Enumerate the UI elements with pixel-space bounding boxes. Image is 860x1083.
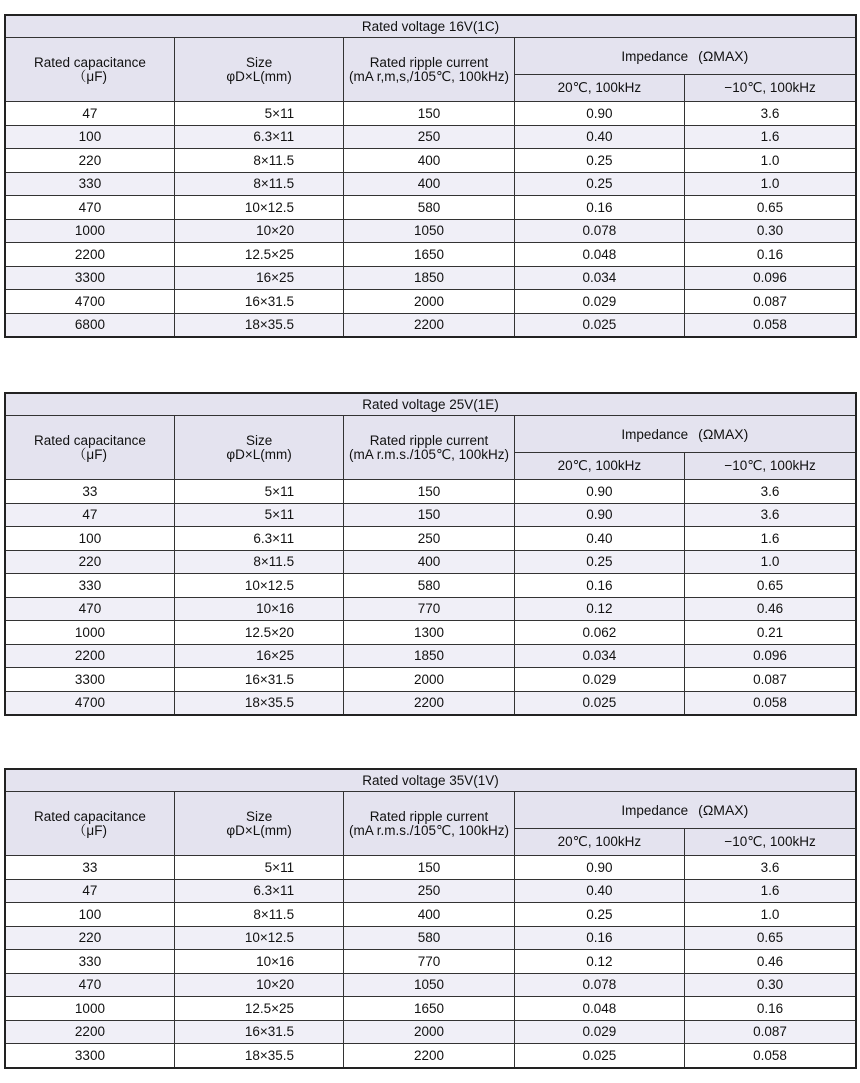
cell-impedance-20c: 0.029 — [514, 290, 684, 314]
header-ripple — [344, 38, 514, 102]
table-title-row — [5, 393, 856, 416]
cell-size — [174, 266, 343, 290]
cell-ripple: 1650 — [344, 997, 514, 1021]
cell-impedance-minus10c: 1.0 — [685, 903, 856, 927]
header-impedance-20c: 20℃, 100kHz — [514, 75, 684, 102]
header-capacitance — [5, 416, 174, 480]
cell-ripple: 1050 — [344, 973, 514, 997]
cell-ripple: 150 — [344, 102, 514, 126]
cell-size — [174, 1044, 343, 1068]
cell-capacitance: 330 — [5, 172, 174, 196]
size-value: 16×31.5 — [244, 1024, 295, 1039]
header-size — [174, 416, 343, 480]
table-row — [5, 313, 856, 337]
size-value: 18×35.5 — [244, 695, 295, 710]
size-value: 10×12.5 — [244, 930, 295, 945]
header-size — [174, 792, 343, 856]
cell-capacitance: 220 — [5, 926, 174, 950]
cell-size — [174, 550, 343, 574]
table-row — [5, 950, 856, 974]
cell-ripple: 250 — [344, 527, 514, 551]
size-value: 8×11.5 — [253, 906, 295, 922]
cell-ripple: 770 — [344, 597, 514, 621]
cell-ripple: 1850 — [344, 266, 514, 290]
cell-size — [174, 1020, 343, 1044]
cell-impedance-minus10c: 0.16 — [685, 243, 856, 267]
cell-size — [174, 503, 343, 527]
header-ripple-label: Rated ripple current — [369, 809, 489, 824]
header-ripple-unit: (mA r.m.s./105℃, 100kHz) — [348, 822, 509, 838]
cell-capacitance: 1000 — [5, 997, 174, 1021]
header-row — [5, 416, 856, 453]
header-ripple — [344, 416, 514, 480]
cell-capacitance: 4700 — [5, 691, 174, 715]
cell-impedance-minus10c: 1.0 — [685, 172, 856, 196]
table-title-row — [5, 769, 856, 792]
cell-size — [174, 480, 343, 504]
cell-size — [174, 149, 343, 173]
cell-impedance-minus10c: 3.6 — [685, 503, 856, 527]
header-capacitance-label: Rated capacitance — [34, 809, 146, 824]
cell-impedance-20c: 0.40 — [514, 527, 684, 551]
cell-impedance-20c: 0.16 — [514, 574, 684, 598]
rating-table-16v — [4, 14, 857, 338]
table-row — [5, 903, 856, 927]
size-value: 10×12.5 — [244, 199, 295, 215]
cell-size — [174, 950, 343, 974]
cell-size — [174, 856, 343, 880]
cell-size — [174, 243, 343, 267]
cell-impedance-20c: 0.025 — [514, 1044, 684, 1068]
cell-impedance-20c: 0.12 — [514, 597, 684, 621]
cell-size — [174, 903, 343, 927]
cell-capacitance: 220 — [5, 149, 174, 173]
cell-capacitance: 4700 — [5, 290, 174, 314]
table-title-row — [5, 15, 856, 38]
cell-ripple: 1850 — [344, 644, 514, 668]
rating-table-35v — [4, 768, 857, 1069]
cell-ripple: 2000 — [344, 290, 514, 314]
header-capacitance-label: Rated capacitance — [34, 433, 146, 448]
cell-impedance-minus10c: 0.087 — [685, 290, 856, 314]
header-impedance — [514, 416, 856, 453]
cell-ripple: 400 — [344, 903, 514, 927]
cell-capacitance: 1000 — [5, 621, 174, 645]
table-row — [5, 621, 856, 645]
header-row — [5, 792, 856, 829]
cell-capacitance: 6800 — [5, 313, 174, 337]
table-row — [5, 219, 856, 243]
header-capacitance — [5, 38, 174, 102]
cell-impedance-20c: 0.029 — [514, 1020, 684, 1044]
header-ripple-label: Rated ripple current — [369, 433, 489, 448]
header-size-unit: φD×L(mm) — [226, 68, 292, 84]
table-row — [5, 503, 856, 527]
cell-size — [174, 644, 343, 668]
table-row — [5, 102, 856, 126]
header-size — [174, 38, 343, 102]
header-impedance-20c: 20℃, 100kHz — [514, 453, 684, 480]
size-value: 10×20 — [256, 977, 295, 992]
cell-size — [174, 973, 343, 997]
size-value: 16×25 — [256, 270, 295, 285]
cell-impedance-20c: 0.025 — [514, 313, 684, 337]
cell-impedance-minus10c: 0.65 — [685, 574, 856, 598]
cell-impedance-minus10c: 0.16 — [685, 997, 856, 1021]
cell-impedance-20c: 0.078 — [514, 219, 684, 243]
header-size-label: Size — [245, 809, 273, 824]
table-row — [5, 480, 856, 504]
table-row — [5, 997, 856, 1021]
cell-impedance-minus10c: 0.30 — [685, 973, 856, 997]
cell-ripple: 580 — [344, 196, 514, 220]
header-capacitance-label: Rated capacitance — [34, 55, 146, 70]
table-row — [5, 527, 856, 551]
cell-impedance-minus10c: 0.30 — [685, 219, 856, 243]
size-value: 10×16 — [256, 601, 295, 616]
table-row — [5, 149, 856, 173]
cell-size — [174, 196, 343, 220]
size-value: 8×11.5 — [253, 554, 295, 569]
cell-ripple: 2000 — [344, 668, 514, 692]
cell-size — [174, 997, 343, 1021]
size-value: 6.3×11 — [253, 129, 295, 144]
cell-ripple: 250 — [344, 879, 514, 903]
cell-impedance-20c: 0.90 — [514, 856, 684, 880]
cell-capacitance: 2200 — [5, 1020, 174, 1044]
cell-capacitance: 3300 — [5, 266, 174, 290]
table-body — [5, 393, 856, 715]
cell-capacitance: 330 — [5, 950, 174, 974]
cell-capacitance: 47 — [5, 879, 174, 903]
cell-impedance-20c: 0.078 — [514, 973, 684, 997]
header-size-label: Size — [245, 433, 273, 448]
header-impedance-minus10c: −10℃, 100kHz — [685, 75, 856, 102]
cell-impedance-20c: 0.16 — [514, 196, 684, 220]
cell-capacitance: 470 — [5, 597, 174, 621]
table-row — [5, 879, 856, 903]
cell-size — [174, 597, 343, 621]
cell-ripple: 150 — [344, 503, 514, 527]
cell-ripple: 2200 — [344, 1044, 514, 1068]
header-impedance-label: Impedance — [621, 48, 689, 64]
header-capacitance-unit: （μF) — [72, 68, 107, 84]
size-value: 12.5×20 — [244, 624, 295, 640]
header-impedance-label: Impedance — [621, 802, 689, 818]
table-row — [5, 243, 856, 267]
cell-impedance-minus10c: 0.096 — [685, 266, 856, 290]
cell-capacitance: 33 — [5, 480, 174, 504]
cell-capacitance: 100 — [5, 527, 174, 551]
size-value: 18×35.5 — [244, 317, 295, 332]
cell-impedance-20c: 0.048 — [514, 243, 684, 267]
cell-impedance-20c: 0.40 — [514, 125, 684, 149]
cell-impedance-minus10c: 0.46 — [685, 597, 856, 621]
cell-impedance-minus10c: 1.6 — [685, 879, 856, 903]
cell-impedance-20c: 0.25 — [514, 149, 684, 173]
cell-capacitance: 100 — [5, 125, 174, 149]
table-body — [5, 769, 856, 1068]
table-row — [5, 290, 856, 314]
cell-ripple: 150 — [344, 856, 514, 880]
header-impedance-unit: (ΩMAX) — [698, 801, 749, 818]
cell-impedance-minus10c: 0.65 — [685, 926, 856, 950]
cell-impedance-20c: 0.034 — [514, 644, 684, 668]
cell-capacitance: 470 — [5, 196, 174, 220]
cell-impedance-minus10c: 3.6 — [685, 102, 856, 126]
table-row — [5, 926, 856, 950]
header-impedance-unit: (ΩMAX) — [698, 425, 749, 442]
cell-size — [174, 219, 343, 243]
cell-ripple: 400 — [344, 550, 514, 574]
header-impedance-unit: (ΩMAX) — [698, 47, 749, 64]
header-ripple-unit: (mA r,m,s,/105℃, 100kHz) — [348, 68, 509, 84]
cell-ripple: 580 — [344, 574, 514, 598]
cell-impedance-minus10c: 0.65 — [685, 196, 856, 220]
cell-impedance-minus10c: 3.6 — [685, 480, 856, 504]
cell-capacitance: 33 — [5, 856, 174, 880]
size-value: 12.5×25 — [244, 246, 295, 262]
table-row — [5, 691, 856, 715]
header-ripple-unit: (mA r.m.s./105℃, 100kHz) — [348, 446, 509, 462]
cell-impedance-20c: 0.90 — [514, 480, 684, 504]
cell-size — [174, 527, 343, 551]
cell-ripple: 2000 — [344, 1020, 514, 1044]
size-value: 6.3×11 — [253, 883, 295, 898]
header-size-unit: φD×L(mm) — [226, 822, 292, 838]
cell-ripple: 1050 — [344, 219, 514, 243]
rating-table-25v — [4, 392, 857, 716]
table-row — [5, 125, 856, 149]
table-row — [5, 266, 856, 290]
header-capacitance-unit: （μF) — [72, 822, 107, 838]
size-value: 10×20 — [256, 223, 295, 238]
cell-size — [174, 172, 343, 196]
cell-capacitance: 3300 — [5, 668, 174, 692]
table-row — [5, 550, 856, 574]
size-value: 10×16 — [256, 953, 295, 969]
cell-impedance-20c: 0.029 — [514, 668, 684, 692]
header-row — [5, 38, 856, 75]
cell-ripple: 1650 — [344, 243, 514, 267]
size-value: 10×12.5 — [244, 577, 295, 593]
table-title: Rated voltage 35V(1V) — [5, 769, 856, 792]
table-row — [5, 172, 856, 196]
cell-impedance-minus10c: 3.6 — [685, 856, 856, 880]
cell-impedance-20c: 0.40 — [514, 879, 684, 903]
cell-impedance-minus10c: 0.087 — [685, 1020, 856, 1044]
size-value: 5×11 — [264, 859, 295, 875]
table-row — [5, 973, 856, 997]
cell-ripple: 580 — [344, 926, 514, 950]
cell-ripple: 770 — [344, 950, 514, 974]
cell-impedance-20c: 0.90 — [514, 503, 684, 527]
cell-size — [174, 621, 343, 645]
cell-impedance-minus10c: 1.6 — [685, 527, 856, 551]
table-body — [5, 15, 856, 337]
header-impedance-label: Impedance — [621, 426, 689, 442]
cell-impedance-20c: 0.048 — [514, 997, 684, 1021]
cell-impedance-20c: 0.12 — [514, 950, 684, 974]
header-impedance — [514, 792, 856, 829]
cell-capacitance: 1000 — [5, 219, 174, 243]
header-impedance-20c: 20℃, 100kHz — [514, 829, 684, 856]
cell-ripple: 150 — [344, 480, 514, 504]
cell-impedance-minus10c: 0.058 — [685, 1044, 856, 1068]
cell-capacitance: 47 — [5, 102, 174, 126]
table-row — [5, 196, 856, 220]
cell-ripple: 250 — [344, 125, 514, 149]
cell-size — [174, 879, 343, 903]
cell-impedance-minus10c: 0.087 — [685, 668, 856, 692]
cell-size — [174, 125, 343, 149]
cell-size — [174, 668, 343, 692]
cell-impedance-20c: 0.25 — [514, 172, 684, 196]
cell-capacitance: 2200 — [5, 243, 174, 267]
table-row — [5, 597, 856, 621]
header-impedance-minus10c: −10℃, 100kHz — [685, 829, 856, 856]
table-row — [5, 1044, 856, 1068]
cell-size — [174, 313, 343, 337]
cell-impedance-20c: 0.90 — [514, 102, 684, 126]
header-impedance-minus10c: −10℃, 100kHz — [685, 453, 856, 480]
header-capacitance-unit: （μF) — [72, 446, 107, 462]
size-value: 16×31.5 — [244, 671, 295, 687]
cell-impedance-20c: 0.034 — [514, 266, 684, 290]
cell-capacitance: 330 — [5, 574, 174, 598]
size-value: 18×35.5 — [244, 1047, 295, 1063]
header-size-unit: φD×L(mm) — [226, 446, 292, 462]
cell-impedance-20c: 0.25 — [514, 550, 684, 574]
size-value: 8×11.5 — [253, 176, 295, 191]
cell-impedance-minus10c: 1.0 — [685, 149, 856, 173]
size-value: 5×11 — [264, 105, 295, 121]
cell-impedance-minus10c: 0.096 — [685, 644, 856, 668]
cell-impedance-minus10c: 0.058 — [685, 691, 856, 715]
header-capacitance — [5, 792, 174, 856]
cell-impedance-minus10c: 1.0 — [685, 550, 856, 574]
cell-ripple: 400 — [344, 149, 514, 173]
table-row — [5, 668, 856, 692]
cell-impedance-minus10c: 0.46 — [685, 950, 856, 974]
cell-capacitance: 220 — [5, 550, 174, 574]
size-value: 12.5×25 — [244, 1000, 295, 1016]
header-impedance — [514, 38, 856, 75]
cell-impedance-20c: 0.16 — [514, 926, 684, 950]
table-row — [5, 574, 856, 598]
cell-impedance-minus10c: 0.21 — [685, 621, 856, 645]
cell-impedance-20c: 0.25 — [514, 903, 684, 927]
cell-size — [174, 691, 343, 715]
size-value: 16×31.5 — [244, 293, 295, 309]
header-size-label: Size — [245, 55, 273, 70]
cell-ripple: 400 — [344, 172, 514, 196]
cell-impedance-20c: 0.062 — [514, 621, 684, 645]
size-value: 6.3×11 — [253, 530, 295, 546]
cell-size — [174, 290, 343, 314]
table-title: Rated voltage 25V(1E) — [5, 393, 856, 416]
table-row — [5, 644, 856, 668]
header-ripple — [344, 792, 514, 856]
table-row — [5, 856, 856, 880]
cell-ripple: 2200 — [344, 313, 514, 337]
cell-capacitance: 2200 — [5, 644, 174, 668]
size-value: 5×11 — [264, 507, 295, 522]
cell-capacitance: 100 — [5, 903, 174, 927]
cell-size — [174, 574, 343, 598]
cell-capacitance: 470 — [5, 973, 174, 997]
cell-impedance-20c: 0.025 — [514, 691, 684, 715]
size-value: 16×25 — [256, 648, 295, 663]
size-value: 8×11.5 — [253, 152, 295, 168]
cell-capacitance: 3300 — [5, 1044, 174, 1068]
cell-ripple: 2200 — [344, 691, 514, 715]
header-ripple-label: Rated ripple current — [369, 55, 489, 70]
cell-impedance-minus10c: 1.6 — [685, 125, 856, 149]
cell-impedance-minus10c: 0.058 — [685, 313, 856, 337]
cell-size — [174, 102, 343, 126]
size-value: 5×11 — [264, 483, 295, 499]
cell-size — [174, 926, 343, 950]
cell-capacitance: 47 — [5, 503, 174, 527]
cell-ripple: 1300 — [344, 621, 514, 645]
table-title: Rated voltage 16V(1C) — [5, 15, 856, 38]
table-row — [5, 1020, 856, 1044]
